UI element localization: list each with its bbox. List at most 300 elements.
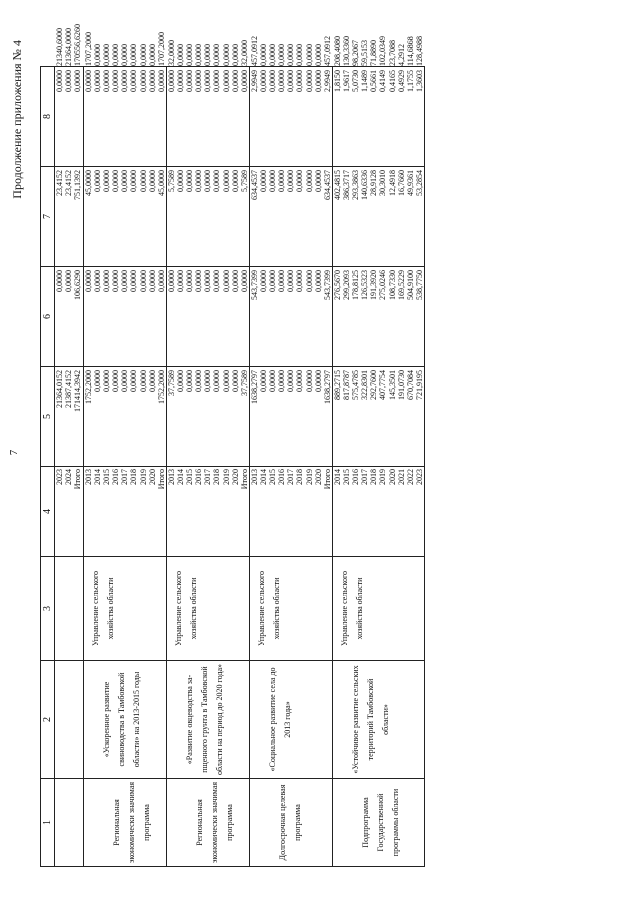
amount-value: 407,7754 bbox=[378, 370, 388, 400]
amount-value: 0,0000 bbox=[64, 70, 74, 92]
amount-value: 0,0000 bbox=[84, 270, 93, 292]
amount-value: 292,7600 bbox=[369, 370, 379, 400]
col-regional-cell bbox=[55, 167, 84, 267]
amount-value: 23,4152 bbox=[64, 170, 74, 196]
amount-value: 0,0000 bbox=[185, 170, 195, 192]
year-value: 2015 bbox=[268, 469, 278, 485]
col-year-cell bbox=[55, 467, 84, 557]
amount-value: 1,1489 bbox=[360, 70, 370, 92]
header-col-8: 8 bbox=[41, 67, 55, 167]
amount-value: 140,6336 bbox=[360, 170, 370, 200]
amount-value: 0,0000 bbox=[295, 70, 305, 92]
amount-value: 170556,6260 bbox=[73, 24, 83, 66]
amount-value: 0,0000 bbox=[259, 170, 269, 192]
year-value: 2013 bbox=[167, 469, 176, 485]
amount-value: 1707,2000 bbox=[156, 32, 166, 66]
year-value: Итого bbox=[239, 469, 249, 490]
amount-value: 0,0000 bbox=[93, 370, 103, 392]
amount-value: 0,0000 bbox=[304, 270, 314, 292]
amount-value: 1,3603 bbox=[414, 70, 424, 92]
amount-value: 0,0000 bbox=[304, 170, 314, 192]
amount-value: 0,0000 bbox=[147, 44, 157, 66]
amount-value: 0,0000 bbox=[212, 44, 222, 66]
program-name-text: «Социальное развитие села до 2013 года» bbox=[268, 667, 292, 772]
year-value: 2020 bbox=[147, 469, 157, 485]
amount-value: 0,0000 bbox=[295, 170, 305, 192]
program-name-text: «Развитие овцеводства за-пщенного грунта в Тамбовской области на период до 2020 года» bbox=[185, 663, 224, 776]
year-value: 2018 bbox=[369, 469, 379, 485]
program-row bbox=[250, 67, 333, 867]
col-total-cell bbox=[250, 367, 333, 467]
col-regional-cell bbox=[167, 167, 250, 267]
amount-value: 275,0246 bbox=[378, 270, 388, 300]
amount-value: 191,0730 bbox=[396, 370, 406, 400]
amount-value: 1752,2000 bbox=[156, 370, 166, 404]
amount-value: 0,0000 bbox=[120, 370, 130, 392]
amount-value: 0,0000 bbox=[185, 370, 195, 392]
amount-value: 276,5670 bbox=[333, 270, 342, 300]
amount-value: 0,0000 bbox=[138, 370, 148, 392]
amount-value: 0,0000 bbox=[64, 270, 74, 292]
amount-value: 0,4165 bbox=[387, 70, 397, 92]
amount-value: 0,0000 bbox=[268, 370, 278, 392]
amount-value: 0,0000 bbox=[259, 270, 269, 292]
amount-value: 45,0000 bbox=[84, 170, 93, 196]
amount-value: 0,0000 bbox=[295, 370, 305, 392]
amount-value: 71,8890 bbox=[369, 40, 379, 66]
amount-value: 16,7660 bbox=[396, 170, 406, 196]
col-federal-cell bbox=[55, 267, 84, 367]
program-name-text bbox=[55, 661, 70, 778]
year-value: Итого bbox=[322, 469, 332, 490]
header-col-3: 3 bbox=[41, 557, 55, 661]
year-value: 2024 bbox=[64, 469, 74, 485]
year-value: 2015 bbox=[342, 469, 352, 485]
program-name-cell bbox=[167, 661, 250, 779]
col-total-cell bbox=[55, 367, 84, 467]
col-regional-cell bbox=[84, 167, 167, 267]
year-value: Итого bbox=[73, 469, 83, 490]
amount-value: 21364,0152 bbox=[55, 370, 64, 408]
amount-value: 0,0000 bbox=[111, 70, 121, 92]
amount-value: 0,0000 bbox=[185, 70, 195, 92]
col-total-cell bbox=[84, 367, 167, 467]
amount-value: 130,3360 bbox=[342, 36, 352, 66]
amount-value: 0,0000 bbox=[147, 370, 157, 392]
col-federal-cell bbox=[167, 267, 250, 367]
program-type-cell bbox=[333, 779, 425, 867]
amount-value: 98,2067 bbox=[351, 40, 361, 66]
program-type-cell bbox=[55, 779, 84, 867]
amount-value: 0,0000 bbox=[194, 44, 204, 66]
year-value: 2016 bbox=[277, 469, 287, 485]
amount-value: 23,4152 bbox=[55, 170, 64, 196]
page-number: 7 bbox=[8, 449, 20, 456]
amount-value: 0,0000 bbox=[286, 70, 296, 92]
executor-text: Управление сельского хозяйства области bbox=[340, 570, 364, 647]
amount-value: 299,2093 bbox=[342, 270, 352, 300]
executor-cell bbox=[55, 557, 84, 661]
year-value: 2016 bbox=[111, 469, 121, 485]
amount-value: 0,0000 bbox=[277, 70, 287, 92]
amount-value: 0,0000 bbox=[55, 70, 64, 92]
year-value: 2020 bbox=[387, 469, 397, 485]
executor-cell bbox=[333, 557, 425, 661]
amount-value: 5,0730 bbox=[351, 70, 361, 92]
year-value: 2017 bbox=[203, 469, 213, 485]
program-type-cell bbox=[167, 779, 250, 867]
year-value: 2015 bbox=[102, 469, 112, 485]
year-value: 2022 bbox=[405, 469, 415, 485]
amount-value: 0,0000 bbox=[230, 70, 240, 92]
year-value: 2013 bbox=[84, 469, 93, 485]
program-type-text: Региональная экономически значимая программа bbox=[195, 781, 234, 864]
amount-value: 171414,3942 bbox=[73, 370, 83, 412]
executor-text: Управление сельского хозяйства области bbox=[174, 570, 198, 647]
amount-value: 0,0000 bbox=[212, 370, 222, 392]
amount-value: 634,4537 bbox=[250, 170, 259, 200]
amount-value: 0,0000 bbox=[111, 370, 121, 392]
program-row bbox=[55, 67, 84, 867]
amount-value: 1,1755 bbox=[405, 70, 415, 92]
amount-value: 0,0000 bbox=[129, 170, 139, 192]
amount-value: 457,0912 bbox=[322, 36, 332, 66]
amount-value: 0,0000 bbox=[313, 70, 323, 92]
amount-value: 21387,4152 bbox=[64, 370, 74, 408]
header-col-4: 4 bbox=[41, 467, 55, 557]
amount-value: 457,0912 bbox=[250, 36, 259, 66]
amount-value: 0,0000 bbox=[259, 70, 269, 92]
amount-value: 0,0000 bbox=[295, 270, 305, 292]
year-value: 2019 bbox=[138, 469, 148, 485]
program-type-text: Подпрограмма Государственной программы области bbox=[361, 788, 400, 857]
program-name-cell bbox=[84, 661, 167, 779]
col-year-cell bbox=[250, 467, 333, 557]
amount-value: 0,0000 bbox=[259, 370, 269, 392]
amount-value: 0,0000 bbox=[147, 70, 157, 92]
program-name-cell bbox=[55, 661, 84, 779]
executor-text: Управление сельского хозяйства области bbox=[91, 570, 115, 647]
amount-value: 0,0000 bbox=[111, 170, 121, 192]
amount-value: 191,3920 bbox=[369, 270, 379, 300]
amount-value: 0,0000 bbox=[221, 370, 231, 392]
amount-value: 0,0000 bbox=[277, 44, 287, 66]
amount-value: 0,0000 bbox=[120, 270, 130, 292]
amount-value: 0,0000 bbox=[93, 170, 103, 192]
col-federal-cell bbox=[333, 267, 425, 367]
amount-value: 1707,2000 bbox=[84, 32, 93, 66]
amount-value: 0,0000 bbox=[55, 270, 64, 292]
amount-value: 32,0000 bbox=[239, 40, 249, 66]
header-col-2: 2 bbox=[41, 661, 55, 779]
amount-value: 114,6868 bbox=[405, 36, 415, 66]
program-type-text bbox=[55, 779, 80, 866]
amount-value: 0,0000 bbox=[304, 70, 314, 92]
col-year-cell bbox=[333, 467, 425, 557]
amount-value: 0,0000 bbox=[212, 170, 222, 192]
amount-value: 0,0000 bbox=[120, 44, 130, 66]
amount-value: 49,9361 bbox=[405, 170, 415, 196]
amount-value: 386,3717 bbox=[342, 170, 352, 200]
amount-value: 0,0000 bbox=[194, 270, 204, 292]
amount-value: 0,0000 bbox=[259, 44, 269, 66]
amount-value: 0,0000 bbox=[176, 170, 186, 192]
amount-value: 0,0000 bbox=[93, 270, 103, 292]
amount-value: 0,0000 bbox=[167, 270, 176, 292]
amount-value: 0,0000 bbox=[129, 370, 139, 392]
amount-value: 1638,2797 bbox=[322, 370, 332, 404]
amount-value: 0,0000 bbox=[268, 170, 278, 192]
amount-value: 0,0000 bbox=[313, 44, 323, 66]
year-value: 2019 bbox=[221, 469, 231, 485]
amount-value: 0,0000 bbox=[129, 270, 139, 292]
amount-value: 504,9100 bbox=[405, 270, 415, 300]
amount-value: 0,0000 bbox=[239, 270, 249, 292]
amount-value: 0,0000 bbox=[111, 270, 121, 292]
program-type-text: Региональная экономически значимая программа bbox=[112, 781, 151, 864]
amount-value: 0,0000 bbox=[268, 270, 278, 292]
col-local-cell bbox=[250, 67, 333, 167]
year-value: 2018 bbox=[212, 469, 222, 485]
header-col-5: 5 bbox=[41, 367, 55, 467]
amount-value: 178,8125 bbox=[351, 270, 361, 300]
amount-value: 0,0000 bbox=[84, 70, 93, 92]
amount-value: 30,3010 bbox=[378, 170, 388, 196]
col-federal-cell bbox=[250, 267, 333, 367]
amount-value: 0,0000 bbox=[185, 44, 195, 66]
amount-value: 0,0000 bbox=[120, 170, 130, 192]
year-value: 2015 bbox=[185, 469, 195, 485]
amount-value: 12,4918 bbox=[387, 170, 397, 196]
amount-value: 0,0000 bbox=[185, 270, 195, 292]
amount-value: 889,2715 bbox=[333, 370, 342, 400]
amount-value: 2,9949 bbox=[250, 70, 259, 92]
amount-value: 0,0000 bbox=[230, 370, 240, 392]
executor-cell bbox=[84, 557, 167, 661]
amount-value: 0,0000 bbox=[147, 170, 157, 192]
amount-value: 23,7088 bbox=[387, 40, 397, 66]
amount-value: 0,0000 bbox=[203, 370, 213, 392]
amount-value: 108,7330 bbox=[387, 270, 397, 300]
program-name-text: «Устойчивое развитие сельских территорий Тамбовской области» bbox=[351, 665, 390, 774]
year-value: Итого bbox=[156, 469, 166, 490]
amount-value: 126,5323 bbox=[360, 270, 370, 300]
executor-cell bbox=[167, 557, 250, 661]
col-regional-cell bbox=[250, 167, 333, 267]
amount-value: 4,2912 bbox=[396, 44, 406, 66]
year-value: 2017 bbox=[120, 469, 130, 485]
amount-value: 543,7399 bbox=[250, 270, 259, 300]
amount-value: 0,0000 bbox=[138, 44, 148, 66]
col-regional-cell bbox=[333, 167, 425, 267]
appendix-caption: Продолжение приложения № 4 bbox=[10, 40, 24, 199]
amount-value: 0,0000 bbox=[156, 270, 166, 292]
col-total-cell bbox=[167, 367, 250, 467]
amount-value: 751,1392 bbox=[73, 170, 83, 200]
amount-value: 293,3863 bbox=[351, 170, 361, 200]
year-value: 2023 bbox=[55, 469, 64, 485]
amount-value: 169,5229 bbox=[396, 270, 406, 300]
amount-value: 0,0000 bbox=[286, 270, 296, 292]
amount-value: 0,0000 bbox=[102, 370, 112, 392]
col-local-cell bbox=[84, 67, 167, 167]
amount-value: 538,7750 bbox=[414, 270, 424, 300]
year-value: 2018 bbox=[129, 469, 139, 485]
amount-value: 0,0000 bbox=[138, 270, 148, 292]
amount-value: 0,0000 bbox=[239, 70, 249, 92]
amount-value: 0,0000 bbox=[268, 70, 278, 92]
col-year-cell bbox=[167, 467, 250, 557]
amount-value: 0,0000 bbox=[277, 170, 287, 192]
amount-value: 0,0000 bbox=[212, 70, 222, 92]
amount-value: 0,0000 bbox=[230, 170, 240, 192]
program-row bbox=[84, 67, 167, 867]
amount-value: 0,0000 bbox=[295, 44, 305, 66]
executor-text: Управление сельского хозяйства области bbox=[257, 570, 281, 647]
amount-value: 0,0000 bbox=[221, 270, 231, 292]
amount-value: 0,0000 bbox=[194, 370, 204, 392]
year-value: 2020 bbox=[230, 469, 240, 485]
amount-value: 0,0000 bbox=[138, 70, 148, 92]
amount-value: 5,7589 bbox=[167, 170, 176, 192]
amount-value: 0,0000 bbox=[111, 44, 121, 66]
amount-value: 0,0000 bbox=[176, 70, 186, 92]
year-value: 2020 bbox=[313, 469, 323, 485]
header-col-6: 6 bbox=[41, 267, 55, 367]
program-row bbox=[167, 67, 250, 867]
amount-value: 59,5153 bbox=[360, 40, 370, 66]
amount-value: 106,6290 bbox=[73, 270, 83, 300]
amount-value: 53,2854 bbox=[414, 170, 424, 196]
program-type-cell bbox=[84, 779, 167, 867]
amount-value: 0,0000 bbox=[230, 270, 240, 292]
amount-value: 0,4149 bbox=[378, 70, 388, 92]
year-value: 2018 bbox=[295, 469, 305, 485]
year-value: 2014 bbox=[176, 469, 186, 485]
amount-value: 0,0000 bbox=[221, 44, 231, 66]
program-type-cell bbox=[250, 779, 333, 867]
amount-value: 0,0000 bbox=[102, 170, 112, 192]
amount-value: 37,7589 bbox=[239, 370, 249, 396]
amount-value: 0,0000 bbox=[102, 270, 112, 292]
budget-table bbox=[40, 24, 425, 867]
year-value: 2014 bbox=[93, 469, 103, 485]
executor-cell bbox=[250, 557, 333, 661]
amount-value: 145,3501 bbox=[387, 370, 397, 400]
program-name-cell bbox=[333, 661, 425, 779]
amount-value: 0,0000 bbox=[313, 170, 323, 192]
amount-value: 21364,0000 bbox=[64, 28, 74, 66]
amount-value: 0,0000 bbox=[313, 270, 323, 292]
amount-value: 817,8787 bbox=[342, 370, 352, 400]
amount-value: 0,0000 bbox=[129, 70, 139, 92]
amount-value: 21340,6000 bbox=[55, 28, 64, 66]
amount-value: 0,5661 bbox=[369, 70, 379, 92]
program-row bbox=[333, 67, 425, 867]
amount-value: 670,7084 bbox=[405, 370, 415, 400]
amount-value: 45,0000 bbox=[156, 170, 166, 196]
program-name-text: «Ускоренное развитие свиноводства в Тамбовской области» на 2013-2015 годы bbox=[102, 671, 141, 768]
amount-value: 0,0000 bbox=[203, 70, 213, 92]
amount-value: 0,0000 bbox=[176, 370, 186, 392]
col-local-cell bbox=[55, 67, 84, 167]
amount-value: 0,0000 bbox=[120, 70, 130, 92]
amount-value: 0,0000 bbox=[304, 44, 314, 66]
amount-value: 32,0000 bbox=[167, 40, 176, 66]
amount-value: 0,0000 bbox=[176, 44, 186, 66]
amount-value: 0,0000 bbox=[156, 70, 166, 92]
amount-value: 0,0000 bbox=[93, 44, 103, 66]
amount-value: 575,4785 bbox=[351, 370, 361, 400]
amount-value: 5,7589 bbox=[239, 170, 249, 192]
amount-value: 0,0000 bbox=[203, 170, 213, 192]
amount-value: 208,4080 bbox=[333, 36, 342, 66]
amount-value: 0,0000 bbox=[277, 270, 287, 292]
amount-value: 0,0000 bbox=[102, 70, 112, 92]
amount-value: 0,0000 bbox=[147, 270, 157, 292]
amount-value: 0,0000 bbox=[176, 270, 186, 292]
amount-value: 322,8301 bbox=[360, 370, 370, 400]
year-value: 2013 bbox=[250, 469, 259, 485]
amount-value: 0,0000 bbox=[221, 170, 231, 192]
program-name-cell bbox=[250, 661, 333, 779]
amount-value: 1,9617 bbox=[342, 70, 352, 92]
col-local-cell bbox=[167, 67, 250, 167]
executor-text bbox=[55, 557, 59, 660]
amount-value: 37,7589 bbox=[167, 370, 176, 396]
year-value: 2021 bbox=[396, 469, 406, 485]
amount-value: 0,0000 bbox=[286, 44, 296, 66]
amount-value: 102,0349 bbox=[378, 36, 388, 66]
amount-value: 128,4988 bbox=[414, 36, 424, 66]
amount-value: 1,8150 bbox=[333, 70, 342, 92]
amount-value: 0,0000 bbox=[73, 70, 83, 92]
col-local-cell bbox=[333, 67, 425, 167]
header-row bbox=[41, 67, 55, 867]
amount-value: 0,0000 bbox=[313, 370, 323, 392]
amount-value: 0,0000 bbox=[138, 170, 148, 192]
year-value: 2019 bbox=[304, 469, 314, 485]
col-total-cell bbox=[333, 367, 425, 467]
col-federal-cell bbox=[84, 267, 167, 367]
year-value: 2014 bbox=[333, 469, 342, 485]
amount-value: 0,0000 bbox=[194, 70, 204, 92]
header-col-1: 1 bbox=[41, 779, 55, 867]
year-value: 2017 bbox=[286, 469, 296, 485]
year-value: 2023 bbox=[414, 469, 424, 485]
amount-value: 0,0000 bbox=[194, 170, 204, 192]
header-col-7: 7 bbox=[41, 167, 55, 267]
amount-value: 0,0000 bbox=[286, 170, 296, 192]
amount-value: 0,0000 bbox=[221, 70, 231, 92]
amount-value: 28,9128 bbox=[369, 170, 379, 196]
amount-value: 0,0000 bbox=[203, 44, 213, 66]
amount-value: 721,9195 bbox=[414, 370, 424, 400]
amount-value: 634,4537 bbox=[322, 170, 332, 200]
amount-value: 0,0000 bbox=[268, 44, 278, 66]
amount-value: 0,0000 bbox=[230, 44, 240, 66]
amount-value: 0,4929 bbox=[396, 70, 406, 92]
year-value: 2014 bbox=[259, 469, 269, 485]
amount-value: 1752,2000 bbox=[84, 370, 93, 404]
year-value: 2016 bbox=[194, 469, 204, 485]
year-value: 2016 bbox=[351, 469, 361, 485]
amount-value: 543,7399 bbox=[322, 270, 332, 300]
program-type-text: Долгосрочная целевая программа bbox=[278, 784, 302, 861]
year-value: 2017 bbox=[360, 469, 370, 485]
amount-value: 0,0000 bbox=[277, 370, 287, 392]
amount-value: 0,0000 bbox=[203, 270, 213, 292]
